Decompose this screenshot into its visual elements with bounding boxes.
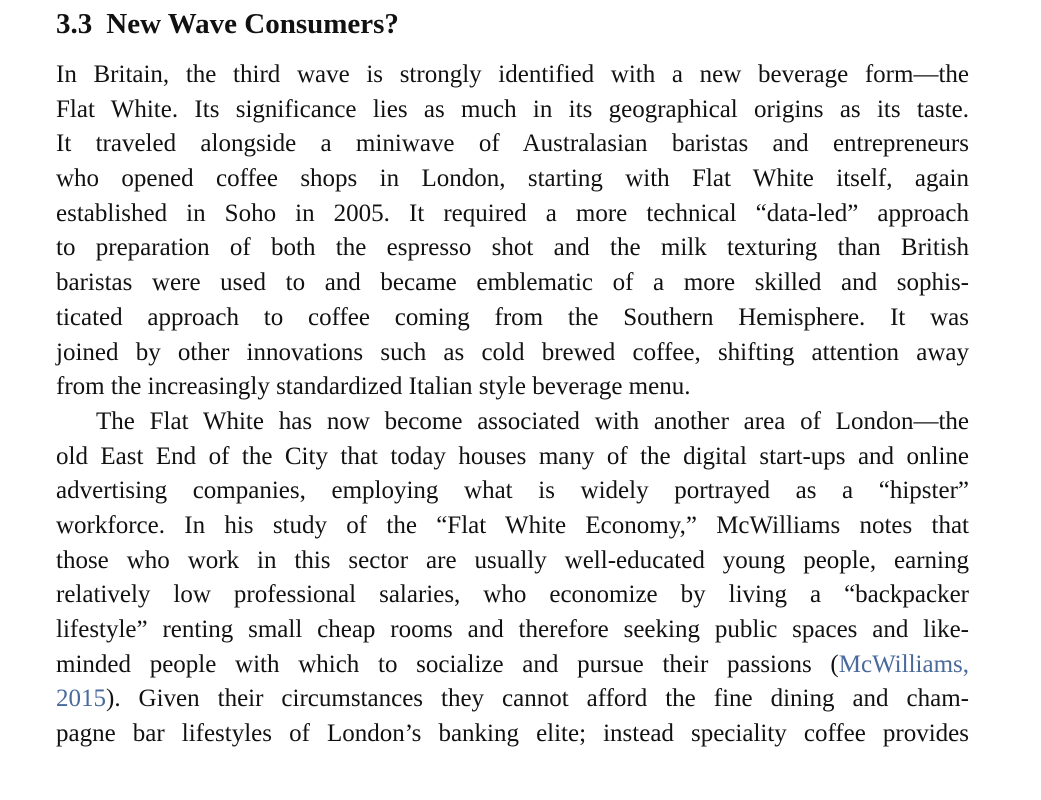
citation-year-link[interactable]: 2015 — [56, 685, 106, 713]
line-text: minded people with which to socialize and pursue their passions ( — [56, 650, 839, 678]
text-line: lifestyle” renting small cheap rooms and therefore seeking public spaces and like- — [56, 616, 969, 643]
text-line: pagne bar lifestyles of London’s banking elite; instead speciality coffee provides — [56, 720, 969, 748]
text-line: established in Soho in 2005. It required a more technical “data-led” approach — [56, 199, 969, 227]
text-line: Flat White. Its significance lies as much in its geographical origins as its taste. — [56, 95, 969, 123]
text-line: relatively low professional salaries, who economize by living a “backpacker — [56, 581, 969, 609]
paragraph-2 — [56, 405, 969, 752]
section-title: New Wave Consumers? — [106, 8, 399, 40]
section-number: 3.3 — [56, 8, 93, 40]
text-line — [56, 682, 969, 717]
text-line: The Flat White has now become associated with another area of London—the — [96, 407, 969, 435]
text-line: those who work in this sector are usually well-educated young people, earning — [56, 546, 969, 574]
text-line: It traveled alongside a miniwave of Australasian baristas and entrepreneurs — [56, 130, 969, 158]
citation-link[interactable]: McWilliams, — [838, 650, 969, 678]
section-heading — [56, 6, 399, 42]
text-line: In Britain, the third wave is strongly identified with a new beverage form—the — [56, 61, 969, 88]
text-line: baristas were used to and became emblematic of a more skilled and sophis- — [56, 269, 969, 297]
text-line: ticated approach to coffee coming from the Southern Hemisphere. It was — [56, 303, 969, 331]
text-line: who opened coffee shops in London, starting with Flat White itself, again — [56, 165, 969, 193]
text-line: workforce. In his study of the “Flat White Economy,” McWilliams notes that — [56, 511, 969, 539]
text-line: joined by other innovations such as cold brewed coffee, shifting attention away — [56, 338, 969, 366]
text-line: advertising companies, employing what is widely portrayed as a “hipster” — [56, 477, 969, 505]
text-line — [56, 648, 969, 683]
text-line: old East End of the City that today houses many of the digital start-ups and online — [56, 442, 969, 470]
text-line: to preparation of both the espresso shot and the milk texturing than British — [56, 234, 969, 262]
line-text: ). Given their circumstances they cannot afford the fine dining and cham- — [106, 685, 969, 713]
text-line: from the increasingly standardized Italian style beverage menu. — [56, 373, 691, 401]
paragraph-1 — [56, 58, 969, 405]
body-text — [56, 58, 969, 752]
